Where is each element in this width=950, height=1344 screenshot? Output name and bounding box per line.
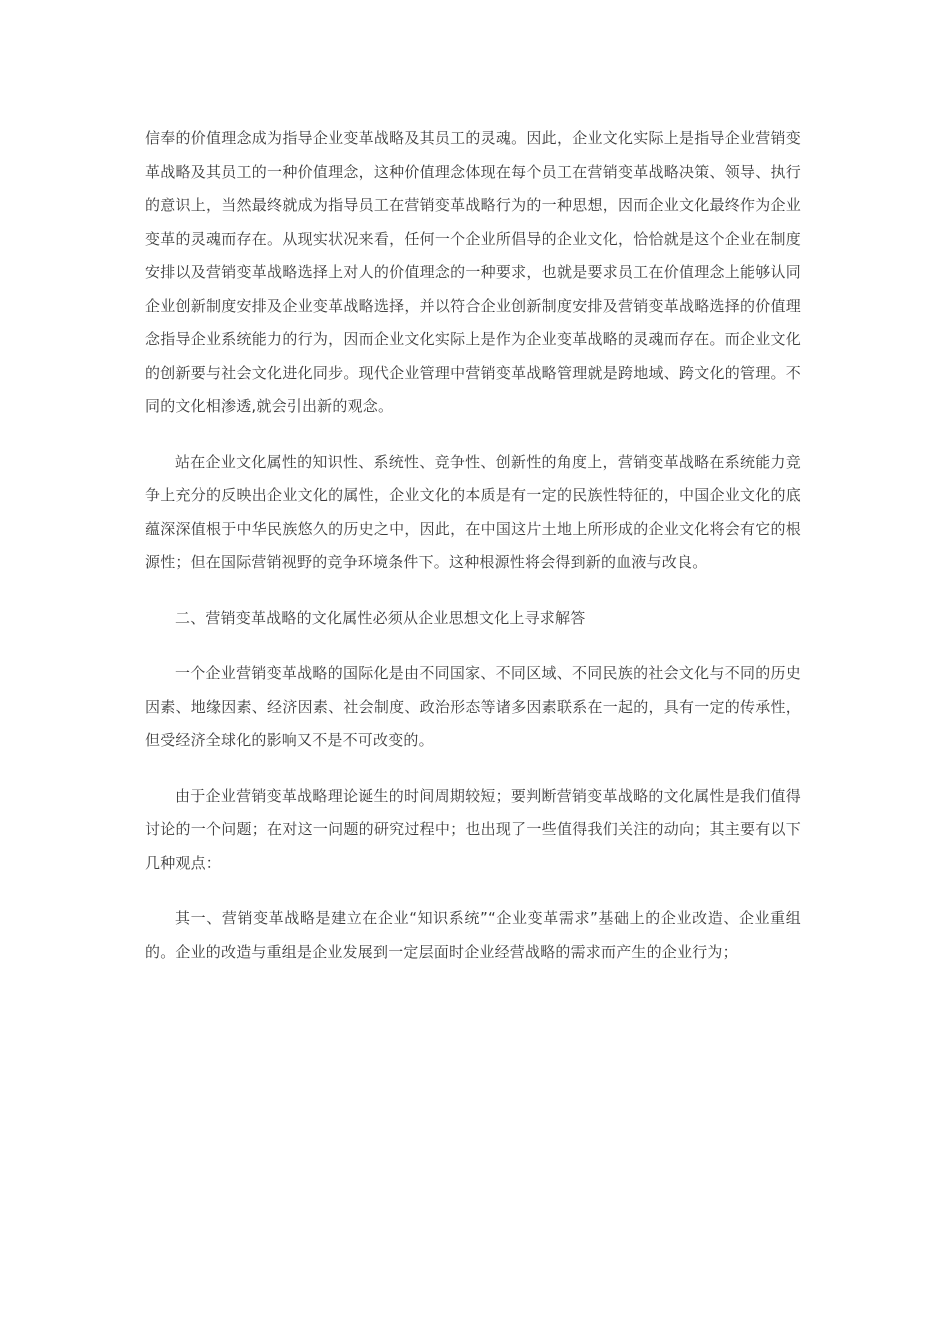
paragraph-3: 一个企业营销变革战略的国际化是由不同国家、不同区域、不同民族的社会文化与不同的历史因素、地缘因素、经济因素、社会制度、政治形态等诸多因素联系在一起的，具有一定的传承性，但受经济全球化的影响又不是不可改变的。 xyxy=(145,664,801,749)
paragraph-gap xyxy=(145,580,801,602)
paragraph-4: 由于企业营销变革战略理论诞生的时间周期较短；要判断营销变革战略的文化属性是我们值得讨论的一个问题；在对这一问题的研究过程中；也出现了一些值得我们关注的动向；其主要有以下几种观点： xyxy=(145,786,801,872)
paragraph-gap xyxy=(145,880,801,902)
paragraph-5: 其一、营销变革战略是建立在企业“知识系统”“企业变革需求”基础上的企业改造、企业重组的。企业的改造与重组是企业发展到一定层面时企业经营战略的需求而产生的企业行为； xyxy=(145,909,801,961)
document-page xyxy=(145,122,801,969)
paragraph-gap xyxy=(145,758,801,780)
paragraph-2: 站在企业文化属性的知识性、系统性、竞争性、创新性的角度上，营销变革战略在系统能力竞争上充分的反映出企业文化的属性，企业文化的本质是有一定的民族性特征的，中国企业文化的底蕴深深值根于中华民族悠久的历史之中，因此，在中国这片土地上所形成的企业文化将会有它的根源性；但在国际营销视野的竞争环境条件下。这种根源性将会得到新的血液与改良。 xyxy=(145,452,801,571)
paragraph-gap xyxy=(145,635,801,657)
paragraph-gap xyxy=(145,424,801,446)
section-heading: 二、营销变革战略的文化属性必须从企业思想文化上寻求解答 xyxy=(175,608,586,627)
paragraph-1: 信奉的价值理念成为指导企业变革战略及其员工的灵魂。因此，企业文化实际上是指导企业营销变革战略及其员工的一种价值理念，这种价值理念体现在每个员工在营销变革战略决策、领导、执行的意识上，当然最终就成为指导员工在营销变革战略行为的一种思想，因而企业文化最终作为企业变革的灵魂而存在。从现实状况来看，任何一个企业所倡导的企业文化，恰恰就是这个企业在制度安排以及营销变革战略选择上对人的价值理念的一种要求，也就是要求员工在价值理念上能够认同企业创新制度安排及企业变革战略选择，并以符合企业创新制度安排及营销变革战略选择的价值理念指导企业系统能力的行为，因而企业文化实际上是作为企业变革战略的灵魂而存在。而企业文化的创新要与社会文化进化同步。现代企业管理中营销变革战略管理就是跨地域、跨文化的管理。不同的文化相渗透,就会引出新的观念。 xyxy=(145,129,801,415)
